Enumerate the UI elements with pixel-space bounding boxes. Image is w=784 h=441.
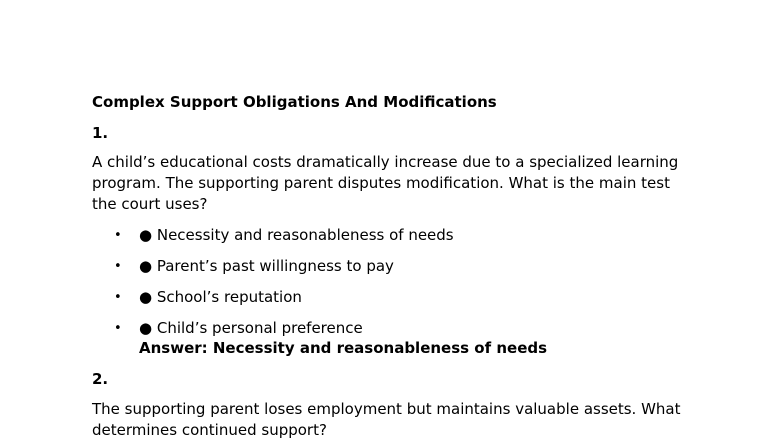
option-text: ● School’s reputation [139,288,302,306]
question-1-answer: Answer: Necessity and reasonableness of needs [139,339,548,357]
question-2-number: 2. [92,370,109,388]
question-1-text: A child’s educational costs dramatically increase due to a specialized learning program. The supporting parent disputes modification. What is the main test the court uses? [92,153,679,213]
bullet-icon: • [114,259,122,274]
bullet-icon: • [114,321,122,336]
bullet-icon: • [114,290,122,305]
document-page [92,0,692,441]
question-2-text: The supporting parent loses employment but maintains valuable assets. What determines continued support? [92,400,681,439]
bullet-icon: • [114,228,122,243]
document-title: Complex Support Obligations And Modifications [92,93,497,111]
question-1-number: 1. [92,124,109,142]
option-text: ● Necessity and reasonableness of needs [139,226,454,244]
option-text: ● Child’s personal preference [139,319,363,337]
option-text: ● Parent’s past willingness to pay [139,257,394,275]
